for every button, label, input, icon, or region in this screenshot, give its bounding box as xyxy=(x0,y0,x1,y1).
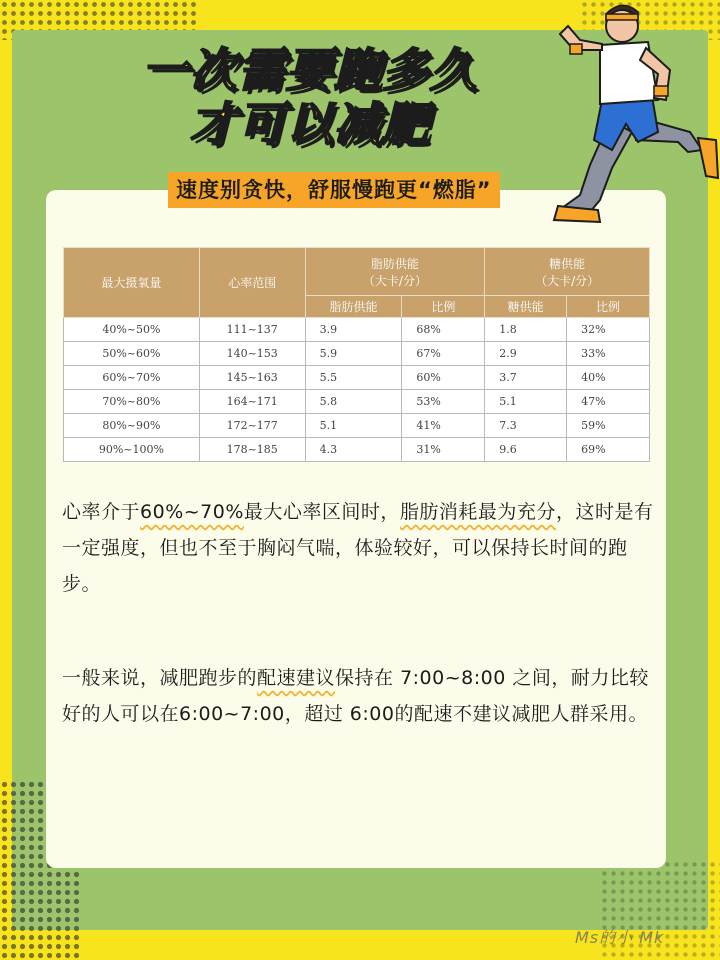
table-cell: 53% xyxy=(402,390,485,414)
table-cell: 1.8 xyxy=(485,318,567,342)
para1-text: ，这时是有一定强度，但也不至于胸闷气喘，体验较好，可以保持长时间的跑步。 xyxy=(62,501,654,595)
table-cell: 5.9 xyxy=(305,342,402,366)
table-cell: 60%~70% xyxy=(64,366,200,390)
header-sugar-ratio: 比例 xyxy=(567,296,650,318)
paragraph-pace xyxy=(62,660,662,732)
table-body xyxy=(64,318,650,462)
table-cell: 40% xyxy=(567,366,650,390)
header-max-oxygen: 最大摄氧量 xyxy=(64,248,200,318)
table-cell: 90%~100% xyxy=(64,438,200,462)
table-cell: 140~153 xyxy=(199,342,305,366)
table-cell: 70%~80% xyxy=(64,390,200,414)
table-row xyxy=(64,390,650,414)
table-row xyxy=(64,366,650,390)
table-cell: 3.7 xyxy=(485,366,567,390)
para1-highlight: 60%~70% xyxy=(140,501,244,523)
table-row xyxy=(64,438,650,462)
header-sugar: 糖供能 xyxy=(485,296,567,318)
table-cell: 7.3 xyxy=(485,414,567,438)
table-cell: 47% xyxy=(567,390,650,414)
page-title-line2: 才可以减肥 xyxy=(190,97,430,151)
table-cell: 3.9 xyxy=(305,318,402,342)
fat-burn-table xyxy=(63,247,650,462)
table-cell: 31% xyxy=(402,438,485,462)
table-row xyxy=(64,318,650,342)
table-cell: 80%~90% xyxy=(64,414,200,438)
table-row xyxy=(64,342,650,366)
para1-text: 心率介于 xyxy=(62,501,141,523)
table-cell: 69% xyxy=(567,438,650,462)
para1-highlight: 脂肪消耗最为充分 xyxy=(399,501,556,523)
header-heart-rate: 心率范围 xyxy=(199,248,305,318)
table-cell: 111~137 xyxy=(199,318,305,342)
header-fat-group: 脂肪供能 （大卡/分） xyxy=(305,248,485,296)
watermark: Ms的小 Mk xyxy=(575,928,665,947)
table-cell: 32% xyxy=(567,318,650,342)
table-cell: 5.5 xyxy=(305,366,402,390)
table-cell: 9.6 xyxy=(485,438,567,462)
table-cell: 59% xyxy=(567,414,650,438)
table-cell: 172~177 xyxy=(199,414,305,438)
table-cell: 164~171 xyxy=(199,390,305,414)
para2-text: 一般来说，减肥跑步的 xyxy=(62,667,258,689)
table-cell: 178~185 xyxy=(199,438,305,462)
table-cell: 5.1 xyxy=(485,390,567,414)
table-cell: 68% xyxy=(402,318,485,342)
table-cell: 33% xyxy=(567,342,650,366)
header-fat-ratio: 比例 xyxy=(402,296,485,318)
page-title-line1: 一次需要跑多久 xyxy=(142,43,478,97)
para2-text: 保持在 7:00~8:00 之间，耐力比较好的人可以在6:00~7:00，超过 6:00的配速不建议减肥人群采用。 xyxy=(62,667,649,725)
subtitle-banner: 速度别贪快，舒服慢跑更“燃脂” xyxy=(168,172,500,208)
table-cell: 50%~60% xyxy=(64,342,200,366)
table-cell: 40%~50% xyxy=(64,318,200,342)
para2-highlight: 配速建议 xyxy=(257,667,336,689)
table-row xyxy=(64,414,650,438)
header-sugar-group: 糖供能 （大卡/分） xyxy=(485,248,650,296)
runner-illustration-icon xyxy=(540,0,720,230)
table-cell: 5.8 xyxy=(305,390,402,414)
table-cell: 2.9 xyxy=(485,342,567,366)
table-cell: 145~163 xyxy=(199,366,305,390)
table-cell: 41% xyxy=(402,414,485,438)
table-cell: 60% xyxy=(402,366,485,390)
header-fat: 脂肪供能 xyxy=(305,296,402,318)
table-cell: 4.3 xyxy=(305,438,402,462)
paragraph-heart-rate xyxy=(62,494,662,602)
para1-text: 最大心率区间时， xyxy=(243,501,400,523)
table-cell: 67% xyxy=(402,342,485,366)
table-cell: 5.1 xyxy=(305,414,402,438)
